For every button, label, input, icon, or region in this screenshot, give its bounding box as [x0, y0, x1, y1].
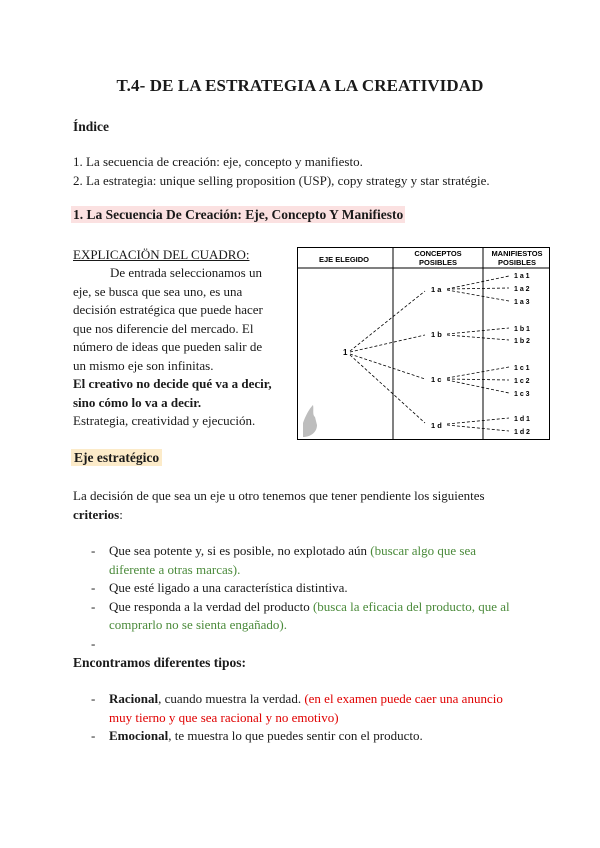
concept-1c: 1 c	[431, 375, 442, 384]
bullet-dash: -	[91, 728, 96, 743]
index-item-2: 2. La estrategia: unique selling proposition (USP), copy strategy y star stratégie.	[73, 173, 490, 188]
manifest-1b2: 1 b 2	[514, 338, 530, 345]
paragraph-line-5: número de ideas que pueden salir de	[73, 339, 263, 354]
manifest-1c1: 1 c 1	[514, 365, 530, 372]
criterion-3	[91, 598, 510, 617]
eje-heading-text: Eje estratégico	[71, 449, 162, 466]
eje-intro-line: La decisión de que sea un eje u otro tenemos que tener pendiente los siguientes	[73, 488, 485, 503]
paragraph-line-6: un mismo eje son infinitas.	[73, 358, 214, 373]
paragraph-line-2: eje, se busca que sea uno, es una	[73, 284, 243, 299]
manifest-1d1: 1 d 1	[514, 416, 530, 423]
paragraph-last-line: Estrategia, creatividad y ejecución.	[73, 413, 256, 428]
concept-1a: 1 a	[431, 285, 442, 294]
bullet-dash: -	[91, 636, 96, 651]
bullet-dash: -	[91, 543, 96, 558]
criterion-1-note: (buscar algo que sea	[370, 543, 477, 558]
emocional-text: , te muestra lo que puedes sentir con el producto.	[168, 728, 423, 743]
manifest-1c3: 1 c 3	[514, 391, 530, 398]
section1-heading	[71, 207, 405, 223]
criterion-3-note: (busca la eficacia del producto, que al	[312, 599, 510, 614]
bold-line-2: sino cómo lo va a decir.	[73, 395, 202, 410]
header-eje: EJE ELEGIDO	[318, 255, 370, 264]
empty-bullet	[91, 635, 109, 654]
concept-1b: 1 b	[431, 330, 442, 339]
index-heading: Índice	[73, 119, 110, 134]
manifest-1a3: 1 a 3	[514, 299, 530, 306]
tipo-emocional	[91, 727, 423, 746]
emocional-label: Emocional	[109, 728, 169, 743]
racional-note-cont: muy tierno y que sea racional y no emotivo)	[109, 710, 339, 725]
paragraph-line-4: que nos diferencie del mercado. El	[73, 321, 254, 336]
header-conceptos: CONCEPTOS	[414, 249, 462, 258]
manifest-1b1: 1 b 1	[514, 326, 530, 333]
criterion-3-text: Que responda a la verdad del producto	[109, 599, 313, 614]
bullet-dash: -	[91, 599, 96, 614]
manifest-1c2: 1 c 2	[514, 378, 530, 385]
strategy-diagram	[297, 247, 550, 440]
tipos-heading: Encontramos diferentes tipos:	[73, 655, 246, 670]
bold-line-1: El creativo no decide qué va a decir,	[73, 376, 272, 391]
eje-intro-criteria	[73, 506, 123, 525]
header-conceptos-2: POSIBLES	[419, 258, 457, 267]
index-item-1: 1. La secuencia de creación: eje, concepto y manifiesto.	[73, 154, 363, 169]
racional-text: , cuando muestra la verdad.	[158, 691, 305, 706]
axis-label: 1	[343, 348, 348, 357]
criterion-2-text: Que esté ligado a una característica distintiva.	[109, 580, 348, 595]
bullet-dash: -	[91, 580, 96, 595]
paragraph-line-3: decisión estratégica que puede hacer	[73, 302, 263, 317]
page-title: T.4- DE LA ESTRATEGIA A LA CREATIVIDAD	[116, 76, 484, 95]
criterion-1-text: Que sea potente y, si es posible, no explotado aún	[109, 543, 371, 558]
racional-label: Racional	[109, 691, 159, 706]
diagram-border	[298, 248, 550, 440]
header-manifiestos: MANIFIESTOS	[491, 249, 543, 258]
concept-1d: 1 d	[431, 421, 442, 430]
criterios-label: criterios	[73, 507, 120, 522]
racional-note: (en el examen puede caer una anuncio	[304, 691, 503, 706]
criterion-1	[91, 542, 476, 561]
manifest-1d2: 1 d 2	[514, 429, 530, 436]
manifest-1a1: 1 a 1	[514, 273, 530, 280]
criterion-2	[91, 579, 348, 598]
explanation-title: EXPLICACIÖN DEL CUADRO:	[73, 247, 250, 262]
tipo-racional	[91, 690, 503, 709]
manifest-1a2: 1 a 2	[514, 286, 530, 293]
criterion-3-note-cont: comprarlo no se sienta engañado).	[109, 617, 287, 632]
eje-heading	[71, 450, 162, 466]
section1-heading-text: 1. La Secuencia De Creación: Eje, Concepto Y Manifiesto	[73, 207, 404, 222]
header-manifiestos-2: POSIBLES	[498, 258, 536, 267]
criterion-1-note-cont: diferente a otras marcas).	[109, 562, 241, 577]
bullet-dash: -	[91, 691, 96, 706]
paragraph-line-1: De entrada seleccionamos un	[110, 265, 262, 280]
criterios-colon: :	[119, 507, 123, 522]
